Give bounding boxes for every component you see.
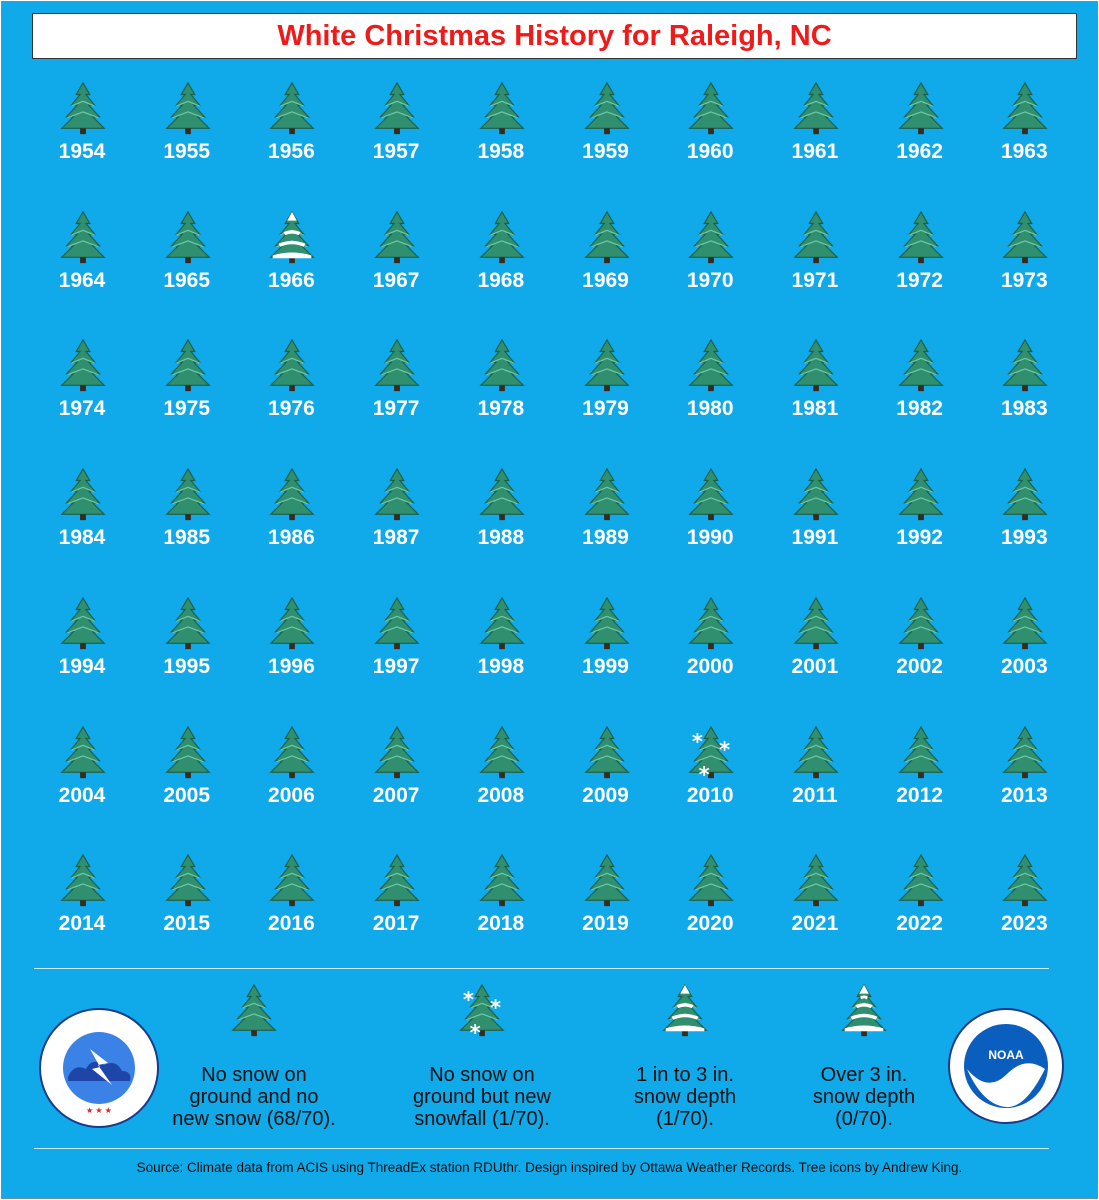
tree-icon xyxy=(57,852,109,910)
tree-icon xyxy=(581,209,633,267)
year-cell-2020 xyxy=(658,852,762,962)
tree-icon xyxy=(895,724,947,782)
tree-icon xyxy=(266,337,318,395)
year-cell-1966 xyxy=(239,209,343,319)
year-cell-2014 xyxy=(30,852,134,962)
year-label: 1959 xyxy=(582,140,629,163)
year-cell-2022 xyxy=(868,852,972,962)
year-cell-2010 xyxy=(658,724,762,834)
year-cell-1973 xyxy=(972,209,1076,319)
year-label: 1988 xyxy=(477,526,525,550)
year-label: 1996 xyxy=(268,654,315,678)
legend-label: No snow on ground but new snowfall (1/70). xyxy=(413,1064,551,1130)
year-label: 1977 xyxy=(372,397,420,421)
year-cell-2004 xyxy=(30,724,134,834)
tree-icon xyxy=(685,852,737,910)
year-label: 1993 xyxy=(1000,526,1048,550)
year-label: 1960 xyxy=(686,140,734,163)
tree-icon xyxy=(57,80,109,138)
tree-icon xyxy=(476,466,528,524)
nws-logo xyxy=(38,1007,160,1134)
tree-icon xyxy=(790,80,842,138)
year-cell-2017 xyxy=(344,852,448,962)
tree-icon xyxy=(895,852,947,910)
year-label: 1956 xyxy=(268,140,315,163)
year-cell-2018 xyxy=(449,852,553,962)
year-cell-1958 xyxy=(449,80,553,190)
year-label: 1982 xyxy=(896,397,943,421)
tree-icon xyxy=(57,724,109,782)
tree-icon xyxy=(895,466,947,524)
year-cell-1998 xyxy=(449,595,553,705)
year-label: 1954 xyxy=(58,140,106,163)
year-label: 2022 xyxy=(896,912,943,936)
year-label: 1964 xyxy=(58,268,106,292)
tree-icon xyxy=(57,337,109,395)
tree-icon xyxy=(895,209,947,267)
year-label: 1990 xyxy=(686,526,734,550)
source-note: Source: Climate data from ACIS using ThreadEx station RDUthr. Design inspired by Ottawa Weather Records. Tree icons by Andrew King. xyxy=(136,1160,963,1175)
year-label: 1985 xyxy=(163,526,211,550)
year-label: 2008 xyxy=(477,783,525,807)
year-label: 2019 xyxy=(582,912,629,936)
tree-icon xyxy=(581,595,633,653)
year-cell-2002 xyxy=(868,595,972,705)
year-cell-1968 xyxy=(449,209,553,319)
tree-icon xyxy=(162,209,214,267)
year-label: 2010 xyxy=(686,783,734,807)
year-label: 1963 xyxy=(1000,140,1048,163)
year-label: 2007 xyxy=(372,783,420,807)
tree-icon xyxy=(895,80,947,138)
tree-icon xyxy=(476,852,528,910)
year-cell-1955 xyxy=(135,80,239,190)
year-label: 2018 xyxy=(477,912,525,936)
year-label: 1992 xyxy=(896,526,943,550)
year-cell-1976 xyxy=(239,337,343,447)
year-label: 1980 xyxy=(686,397,734,421)
tree-icon xyxy=(790,595,842,653)
tree-icon xyxy=(266,724,318,782)
tree-icon xyxy=(476,80,528,138)
year-label: 2009 xyxy=(582,783,629,807)
year-cell-2015 xyxy=(135,852,239,962)
tree-icon xyxy=(57,466,109,524)
year-label: 2023 xyxy=(1000,912,1048,936)
tree-icon xyxy=(790,724,842,782)
year-label: 1981 xyxy=(791,397,839,421)
tree-icon xyxy=(581,80,633,138)
year-label: 1969 xyxy=(582,268,629,292)
tree-icon xyxy=(162,80,214,138)
year-cell-1978 xyxy=(449,337,553,447)
year-label: 2015 xyxy=(163,912,211,936)
tree-icon xyxy=(790,337,842,395)
tree-icon xyxy=(266,80,318,138)
legend-label: 1 in to 3 in. snow depth (1/70). xyxy=(633,1064,737,1130)
tree-icon xyxy=(476,337,528,395)
year-label: 2020 xyxy=(686,912,734,936)
year-cell-1970 xyxy=(658,209,762,319)
tree-icon xyxy=(999,80,1051,138)
year-cell-1961 xyxy=(763,80,867,190)
tree-icon xyxy=(162,337,214,395)
year-label: 1958 xyxy=(477,140,525,163)
year-label: 2016 xyxy=(268,912,315,936)
year-cell-1971 xyxy=(763,209,867,319)
year-cell-1974 xyxy=(30,337,134,447)
divider-bottom xyxy=(34,1148,1049,1149)
year-label: 1984 xyxy=(58,526,106,550)
year-cell-1962 xyxy=(868,80,972,190)
year-label: 1979 xyxy=(582,397,629,421)
year-label: 1986 xyxy=(268,526,315,550)
year-cell-1957 xyxy=(344,80,448,190)
nws-logo-icon xyxy=(38,1007,160,1129)
year-cell-1983 xyxy=(972,337,1076,447)
year-cell-1988 xyxy=(449,466,553,576)
tree-icon xyxy=(162,852,214,910)
year-label: 2011 xyxy=(792,783,838,807)
year-cell-2013 xyxy=(972,724,1076,834)
year-label: 1991 xyxy=(791,526,839,550)
year-label: 1972 xyxy=(896,268,943,292)
tree-icon xyxy=(895,337,947,395)
tree-icon xyxy=(685,80,737,138)
year-label: 1983 xyxy=(1000,397,1048,421)
year-cell-2011 xyxy=(763,724,867,834)
tree-icon xyxy=(999,595,1051,653)
year-cell-1989 xyxy=(554,466,658,576)
tree-icon xyxy=(581,337,633,395)
tree-icon xyxy=(790,209,842,267)
year-grid xyxy=(2,2,1097,962)
tree-icon xyxy=(999,209,1051,267)
year-label: 2017 xyxy=(372,912,420,936)
year-cell-1965 xyxy=(135,209,239,319)
year-label: 2000 xyxy=(686,654,734,678)
legend-tree-icon xyxy=(456,982,508,1040)
tree-icon xyxy=(266,466,318,524)
tree-icon xyxy=(790,466,842,524)
year-cell-1994 xyxy=(30,595,134,705)
year-label: 1970 xyxy=(686,268,734,292)
legend-tree-icon xyxy=(659,982,711,1040)
year-cell-1997 xyxy=(344,595,448,705)
year-cell-2021 xyxy=(763,852,867,962)
year-cell-2008 xyxy=(449,724,553,834)
tree-icon xyxy=(685,595,737,653)
year-cell-1990 xyxy=(658,466,762,576)
tree-snow-covered-icon xyxy=(266,209,318,267)
tree-icon xyxy=(57,595,109,653)
year-cell-2012 xyxy=(868,724,972,834)
svg-text:★ ★ ★: ★ ★ ★ xyxy=(86,1106,112,1115)
year-cell-2001 xyxy=(763,595,867,705)
year-cell-1972 xyxy=(868,209,972,319)
year-label: 2003 xyxy=(1000,654,1048,678)
year-label: 1998 xyxy=(477,654,525,678)
tree-icon xyxy=(476,595,528,653)
year-cell-2006 xyxy=(239,724,343,834)
year-label: 1974 xyxy=(58,397,106,421)
year-cell-1964 xyxy=(30,209,134,319)
year-label: 2001 xyxy=(791,654,839,678)
year-label: 2021 xyxy=(791,912,839,936)
tree-icon xyxy=(999,466,1051,524)
year-cell-2000 xyxy=(658,595,762,705)
year-cell-1987 xyxy=(344,466,448,576)
year-cell-2016 xyxy=(239,852,343,962)
tree-icon xyxy=(581,852,633,910)
year-label: 1965 xyxy=(163,268,211,292)
tree-icon xyxy=(476,724,528,782)
year-cell-1992 xyxy=(868,466,972,576)
year-label: 1994 xyxy=(58,654,106,678)
year-label: 1955 xyxy=(163,140,211,163)
year-cell-1984 xyxy=(30,466,134,576)
tree-icon xyxy=(266,852,318,910)
tree-icon xyxy=(57,209,109,267)
year-cell-2009 xyxy=(554,724,658,834)
year-cell-1963 xyxy=(972,80,1076,190)
year-label: 1995 xyxy=(163,654,211,678)
year-cell-1956 xyxy=(239,80,343,190)
year-cell-1959 xyxy=(554,80,658,190)
year-label: 1987 xyxy=(372,526,420,550)
year-cell-1985 xyxy=(135,466,239,576)
tree-icon xyxy=(371,337,423,395)
tree-icon xyxy=(371,209,423,267)
year-label: 1989 xyxy=(582,526,629,550)
year-label: 1961 xyxy=(791,140,839,163)
year-cell-1960 xyxy=(658,80,762,190)
year-label: 1962 xyxy=(896,140,943,163)
tree-icon xyxy=(371,595,423,653)
page-title: White Christmas History for Raleigh, NC xyxy=(277,19,832,52)
year-label: 2005 xyxy=(163,783,211,807)
tree-icon xyxy=(685,209,737,267)
tree-icon xyxy=(999,852,1051,910)
year-label: 1975 xyxy=(163,397,211,421)
year-label: 1971 xyxy=(791,268,839,292)
year-cell-1986 xyxy=(239,466,343,576)
year-label: 1976 xyxy=(268,397,315,421)
year-label: 1967 xyxy=(372,268,420,292)
tree-icon xyxy=(371,80,423,138)
tree-icon xyxy=(162,466,214,524)
year-cell-1980 xyxy=(658,337,762,447)
year-label: 1978 xyxy=(477,397,525,421)
year-cell-1991 xyxy=(763,466,867,576)
year-cell-1996 xyxy=(239,595,343,705)
year-cell-1954 xyxy=(30,80,134,190)
tree-snowfall-icon xyxy=(685,724,737,782)
chart-frame xyxy=(1,1,1098,1199)
legend-tree-icon xyxy=(838,982,890,1040)
svg-text:*: * xyxy=(719,737,731,763)
year-label: 2012 xyxy=(896,783,943,807)
tree-icon xyxy=(162,595,214,653)
year-label: 2002 xyxy=(896,654,943,678)
tree-icon xyxy=(895,595,947,653)
year-cell-1999 xyxy=(554,595,658,705)
year-cell-1977 xyxy=(344,337,448,447)
year-label: 2006 xyxy=(268,783,315,807)
year-cell-1979 xyxy=(554,337,658,447)
tree-icon xyxy=(790,852,842,910)
year-label: 1957 xyxy=(372,140,420,163)
tree-icon xyxy=(581,724,633,782)
svg-text:*: * xyxy=(489,995,502,1021)
tree-icon xyxy=(266,595,318,653)
year-cell-1982 xyxy=(868,337,972,447)
year-cell-1975 xyxy=(135,337,239,447)
tree-icon xyxy=(581,466,633,524)
year-label: 1968 xyxy=(477,268,525,292)
tree-icon xyxy=(685,466,737,524)
year-cell-1995 xyxy=(135,595,239,705)
tree-icon xyxy=(476,209,528,267)
year-label: 2014 xyxy=(58,912,106,936)
year-label: 1973 xyxy=(1000,268,1048,292)
tree-icon xyxy=(371,724,423,782)
year-cell-2019 xyxy=(554,852,658,962)
year-cell-1993 xyxy=(972,466,1076,576)
svg-text:*: * xyxy=(469,1021,481,1040)
svg-text:*: * xyxy=(698,762,710,782)
year-cell-2003 xyxy=(972,595,1076,705)
legend-tree-icon xyxy=(228,982,280,1040)
year-cell-2023 xyxy=(972,852,1076,962)
year-cell-1981 xyxy=(763,337,867,447)
year-cell-2005 xyxy=(135,724,239,834)
legend-label: No snow on ground and no new snow (68/70). xyxy=(172,1064,336,1130)
year-label: 2004 xyxy=(58,783,106,807)
year-cell-1967 xyxy=(344,209,448,319)
tree-icon xyxy=(371,852,423,910)
tree-icon xyxy=(685,337,737,395)
year-label: 1997 xyxy=(372,654,420,678)
year-cell-2007 xyxy=(344,724,448,834)
svg-text:*: * xyxy=(462,988,475,1014)
year-label: 1999 xyxy=(582,654,629,678)
tree-icon xyxy=(371,466,423,524)
noaa-logo-text: NOAA xyxy=(988,1048,1024,1062)
tree-icon xyxy=(999,337,1051,395)
year-cell-1969 xyxy=(554,209,658,319)
tree-icon xyxy=(162,724,214,782)
svg-text:*: * xyxy=(692,729,704,755)
divider-top xyxy=(34,968,1049,969)
year-label: 1966 xyxy=(268,268,315,292)
tree-icon xyxy=(999,724,1051,782)
legend-label: Over 3 in. snow depth (0/70). xyxy=(812,1064,916,1130)
year-label: 2013 xyxy=(1000,783,1048,807)
